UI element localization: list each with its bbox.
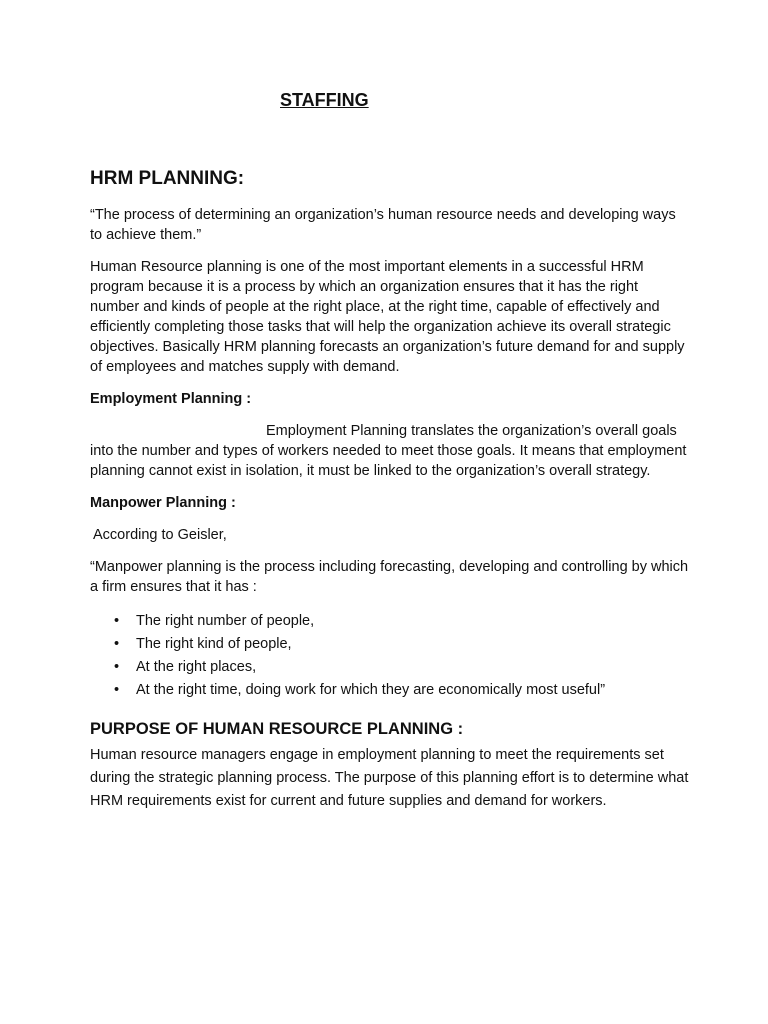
hrm-paragraph: Human Resource planning is one of the most important elements in a successful HRM program because it is a process by which an organization ensures that it has the right number and kinds of people at the right place, at the right time, capable of effectively and efficiently completing those tasks that will help the organization achieve its overall strategic objectives. Basically HRM planning forecasts an organization’s future demand for and supply of employees and matches supply with demand. xyxy=(90,259,685,375)
purpose-heading: PURPOSE OF HUMAN RESOURCE PLANNING : xyxy=(90,720,464,738)
list-item xyxy=(114,657,690,677)
list-item-text: The right kind of people, xyxy=(136,636,292,652)
employment-planning-paragraph: Employment Planning translates the organization’s overall goals into the number and types of workers needed to meet those goals. It means that employment planning cannot exist in isolation, it must be linked to the organization’s overall strategy. xyxy=(90,423,687,479)
document-body xyxy=(90,167,690,825)
bullet-icon: • xyxy=(114,659,120,675)
list-item xyxy=(114,634,690,654)
bullet-icon: • xyxy=(114,636,120,652)
manpower-definition-quote: “Manpower planning is the process including forecasting, developing and controlling by which a firm ensures that it has : xyxy=(90,559,689,595)
list-item-text: The right number of people, xyxy=(136,613,315,629)
manpower-planning-heading: Manpower Planning : xyxy=(90,495,236,511)
list-item xyxy=(114,680,690,700)
hrm-definition-quote: “The process of determining an organization’s human resource needs and developing ways to achieve them.” xyxy=(90,207,676,243)
hrm-planning-heading: HRM PLANNING: xyxy=(90,168,245,189)
employment-planning-heading: Employment Planning : xyxy=(90,391,252,407)
list-item xyxy=(114,611,690,631)
purpose-paragraph: Human resource managers engage in employment planning to meet the requirements set during the strategic planning process. The purpose of this planning effort is to determine what HRM requirements exist for current and future supplies and demand for workers. xyxy=(90,747,689,809)
list-item-text: At the right time, doing work for which they are economically most useful” xyxy=(136,682,606,698)
manpower-bullet-list xyxy=(90,611,690,700)
list-item-text: At the right places, xyxy=(136,659,257,675)
according-to-text: According to Geisler, xyxy=(93,527,227,543)
document-title: STAFFING xyxy=(280,90,369,110)
bullet-icon: • xyxy=(114,682,120,698)
bullet-icon: • xyxy=(114,613,120,629)
